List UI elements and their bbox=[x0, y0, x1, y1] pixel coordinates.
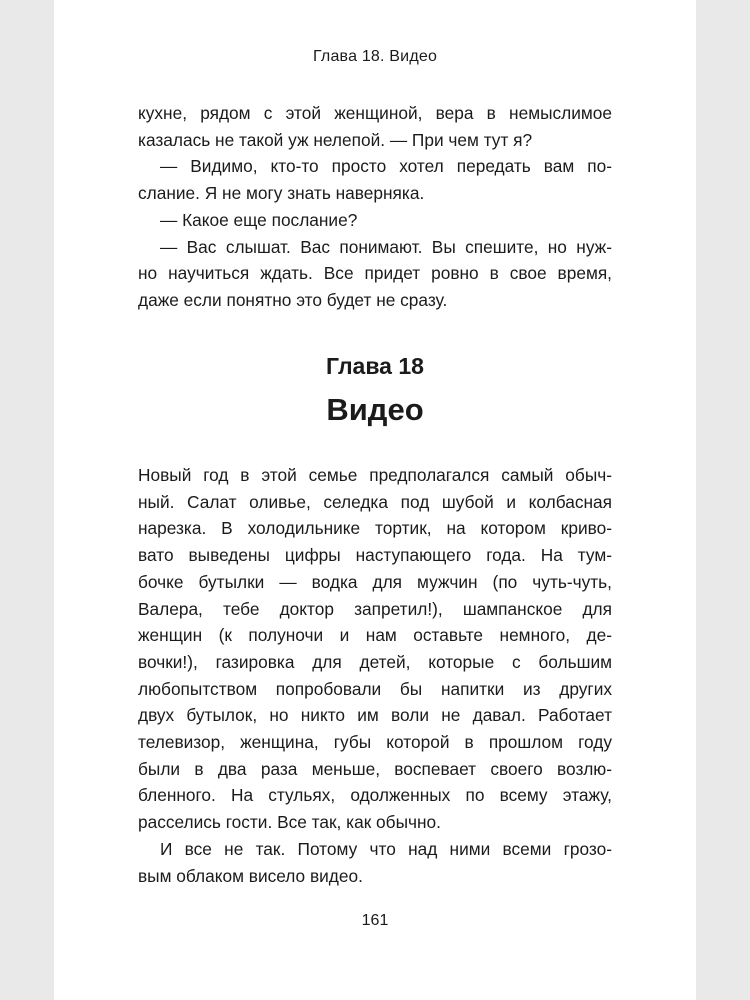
text-line: бленного. На стульях, одолженных по всему этажу, bbox=[138, 785, 612, 806]
book-page bbox=[54, 0, 696, 1000]
text-line: были в два раза меньше, воспевает своего возлю- bbox=[138, 758, 612, 779]
text-line: вым облаком висело видео. bbox=[138, 865, 363, 886]
text-line: телевизор, женщина, губы которой в прошлом году bbox=[138, 732, 612, 753]
text-line: — Видимо, кто-то просто хотел передать вам по- bbox=[160, 156, 612, 177]
text-line: И все не так. Потому что над ними всеми грозо- bbox=[160, 838, 612, 859]
running-head: Глава 18. Видео bbox=[312, 48, 438, 65]
text-line: — Какое еще послание? bbox=[160, 209, 358, 230]
text-line: но научиться ждать. Все придет ровно в свое время, bbox=[138, 263, 612, 284]
text-line: нарезка. В холодильнике тортик, на котором криво- bbox=[138, 518, 612, 539]
text-line: двух бутылок, но никто им воли не давал. Работает bbox=[138, 705, 612, 726]
chapter-number: Глава 18 bbox=[326, 353, 424, 379]
previous-chapter-ending bbox=[138, 100, 612, 314]
text-line: слание. Я не могу знать наверняка. bbox=[138, 183, 425, 204]
chapter-title: Видео bbox=[326, 392, 424, 427]
text-line: любопытством попробовали бы напитки из других bbox=[138, 678, 612, 699]
text-line: женщин (к полуночи и нам оставьте немного, де- bbox=[138, 625, 612, 646]
chapter-body-text bbox=[138, 462, 612, 889]
text-line: — Вас слышат. Вас понимают. Вы спешите, но нуж- bbox=[160, 236, 612, 257]
text-line: бочке бутылки — водка для мужчин (по чуть-чуть, bbox=[138, 571, 612, 592]
text-line: кухне, рядом с этой женщиной, вера в немыслимое bbox=[138, 103, 612, 123]
page-number: 161 bbox=[361, 912, 389, 929]
text-line: даже если понятно это будет не сразу. bbox=[138, 289, 448, 310]
text-line: вочки!), газировка для детей, которые с большим bbox=[138, 651, 612, 672]
text-line: ный. Салат оливье, селедка под шубой и колбасная bbox=[138, 491, 612, 512]
text-line: вато выведены цифры наступающего года. На тум- bbox=[138, 545, 612, 566]
text-line: казалась не такой уж нелепой. — При чем тут я? bbox=[138, 129, 533, 150]
text-line: Валера, тебе доктор запретил!), шампанское для bbox=[138, 598, 612, 619]
text-line: расселись гости. Все так, как обычно. bbox=[138, 812, 441, 833]
text-line: Новый год в этой семье предполагался самый обыч- bbox=[138, 465, 612, 485]
